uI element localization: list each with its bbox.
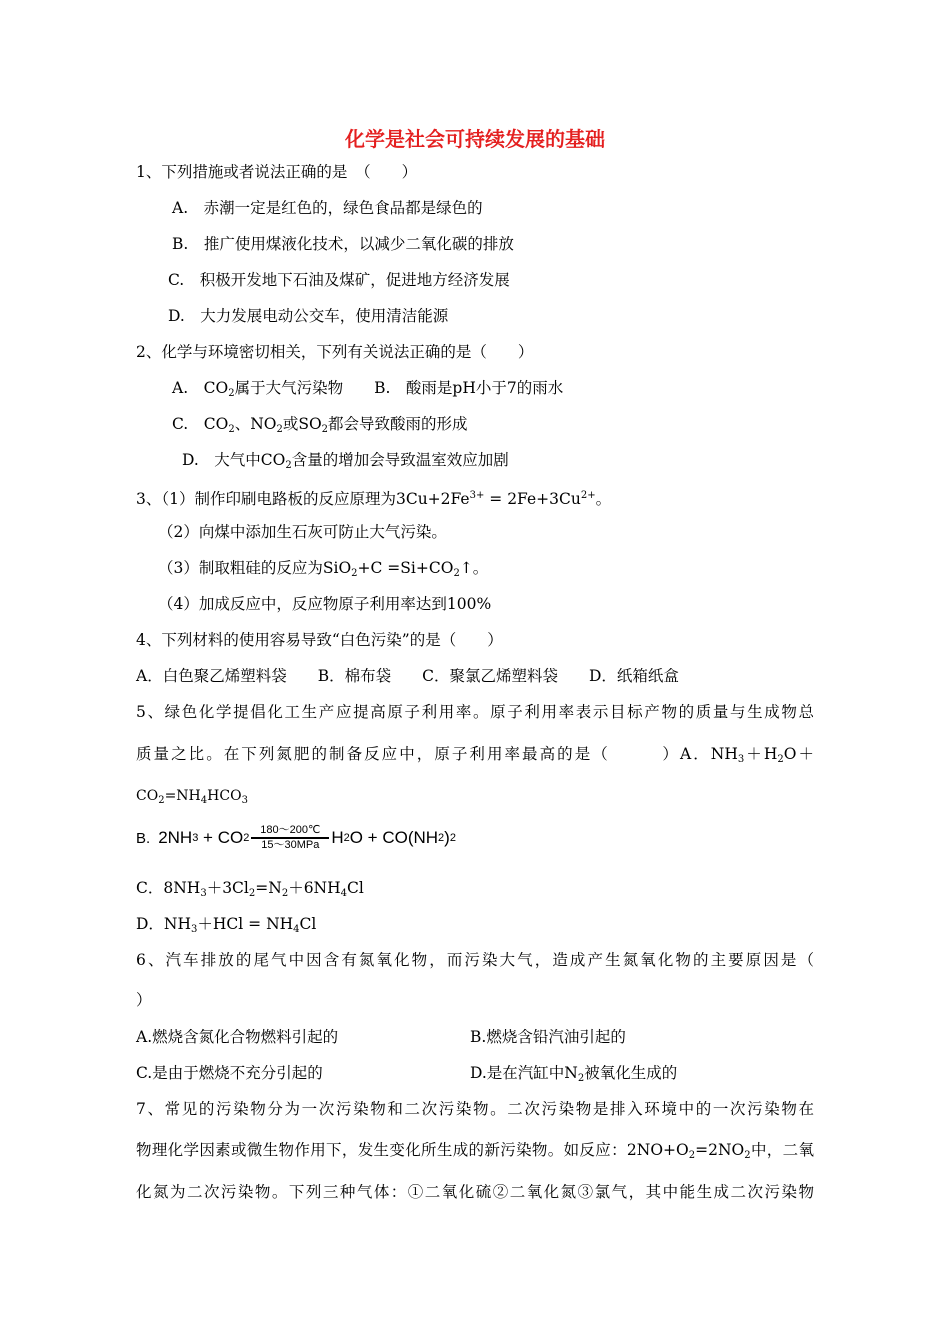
q5-option-d	[136, 914, 316, 940]
text-run: ＋6NH	[288, 879, 341, 897]
reaction-condition	[251, 824, 329, 852]
page-title: 化学是社会可持续发展的基础	[345, 127, 605, 151]
q7-stem-line-1: 7、常见的污染物分为一次污染物和二次污染物。二次污染物是排入环境中的一次污染物在	[136, 1100, 814, 1118]
text-run: 被氧化生成的	[584, 1064, 678, 1082]
q5-option-b-equation	[136, 816, 456, 860]
subscript: 4	[340, 888, 348, 899]
text-run: CO	[136, 788, 159, 804]
text-run: =N	[255, 879, 282, 897]
text-run: 含量的增加会导致温室效应加剧	[291, 451, 509, 469]
subscript: 2	[228, 388, 235, 399]
subscript: 2	[343, 832, 350, 844]
text-run: 质量之比。在下列氮肥的制备反应中，原子利用率最高的是（ ）A．NH	[136, 745, 738, 763]
subscript: 2	[158, 795, 165, 806]
text-run: Cl	[299, 915, 317, 933]
text-run: =NH	[164, 788, 201, 804]
text-run: ＋3Cl	[206, 879, 249, 897]
subscript: 3	[192, 832, 199, 844]
text-run: ＋H	[744, 745, 778, 763]
subscript: 3	[200, 888, 207, 899]
text-run: 、NO	[234, 415, 277, 433]
q6-stem-line-2: ）	[136, 991, 152, 1009]
superscript: 3+	[469, 490, 485, 501]
condition-pressure: 15～30MPa	[261, 838, 320, 851]
q4-options: A．白色聚乙烯塑料袋 B．棉布袋 C．聚氯乙烯塑料袋 D．纸箱纸盒	[136, 667, 679, 685]
q6-stem-line-1: 6、汽车排放的尾气中因含有氮氧化物，而污染大气，造成产生氮氧化物的主要原因是（	[136, 951, 814, 969]
text-run: +C =Si+CO	[357, 559, 454, 577]
q6-option-b: B.燃烧含铅汽油引起的	[470, 1028, 626, 1046]
q2-option-d	[182, 450, 509, 476]
q3-statement-4: （4）加成反应中，反应物原子利用率达到100%	[158, 595, 492, 613]
q2-option-a-b	[172, 378, 563, 404]
q2-option-c	[172, 414, 468, 440]
text-run: = 2Fe+3Cu	[484, 490, 581, 508]
q2-stem: 2、化学与环境密切相关，下列有关说法正确的是（ ）	[136, 343, 534, 361]
condition-temperature: 180～200℃	[260, 824, 321, 837]
option-label: B.	[136, 829, 151, 847]
q6-option-d	[470, 1063, 677, 1089]
text-run: A. CO	[172, 379, 229, 397]
text-run: 3、（1）制作印刷电路板的反应原理为3Cu+2Fe	[136, 490, 470, 508]
q6-option-c: C.是由于燃烧不充分引起的	[136, 1064, 323, 1082]
text-run: 或SO	[282, 415, 322, 433]
q3-statement-1	[136, 486, 611, 509]
q5-stem-line-2	[136, 744, 814, 770]
text-run: ↑。	[459, 559, 489, 577]
text-run: D．NH	[136, 915, 192, 933]
text-run: D.是在汽缸中N	[470, 1064, 578, 1082]
text-run: H	[331, 828, 344, 847]
q7-stem-line-2	[136, 1140, 814, 1166]
q5-stem-line-1: 5、绿色化学提倡化工生产应提高原子利用率。原子利用率表示目标产物的质量与生成物总	[136, 703, 814, 721]
text-run: O + CO(NH	[349, 828, 439, 847]
subscript: 4	[293, 924, 300, 935]
q4-stem: 4、下列材料的使用容易导致“白色污染”的是（ ）	[136, 631, 503, 649]
subscript: 2	[285, 460, 292, 471]
subscript: 3	[737, 754, 745, 765]
text-run: =2NO	[695, 1141, 745, 1159]
text-run: 中，二氧	[750, 1141, 814, 1159]
text-run: O＋	[783, 745, 814, 763]
subscript: 2	[744, 1150, 751, 1161]
subscript: 2	[449, 832, 456, 844]
subscript: 2	[243, 832, 250, 844]
subscript: 2	[777, 754, 784, 765]
text-run: 2NH	[158, 828, 193, 847]
q1-option-d: D. 大力发展电动公交车，使用清洁能源	[168, 307, 449, 325]
superscript: 2+	[580, 490, 596, 501]
text-run: C．8NH	[136, 879, 201, 897]
q1-option-a: A. 赤潮一定是红色的，绿色食品都是绿色的	[172, 199, 483, 217]
subscript: 2	[438, 832, 445, 844]
text-run: 都会导致酸雨的形成	[328, 415, 468, 433]
subscript: 2	[248, 888, 256, 899]
text-run: （3）制取粗硅的反应为SiO	[158, 559, 352, 577]
subscript: 3	[191, 924, 198, 935]
text-run: 属于大气污染物 B. 酸雨是pH小于7的雨水	[234, 379, 564, 397]
q1-option-b: B. 推广使用煤液化技术，以减少二氧化碳的排放	[172, 235, 514, 253]
subscript: 2	[351, 568, 358, 579]
text-run: Cl	[347, 879, 364, 897]
subscript: 2	[228, 424, 235, 435]
q1-option-c: C. 积极开发地下石油及煤矿，促进地方经济发展	[168, 271, 510, 289]
text-run: ＋HCl = NH	[197, 915, 294, 933]
subscript: 2	[453, 568, 460, 579]
text-run: C. CO	[172, 415, 229, 433]
q5-option-a-continued	[136, 786, 248, 811]
text-run: 。	[595, 490, 612, 508]
q6-option-a: A.燃烧含氮化合物燃料引起的	[136, 1028, 339, 1046]
subscript: 4	[200, 795, 208, 806]
text-run: D. 大气中CO	[182, 451, 286, 469]
subscript: 3	[241, 795, 248, 806]
text-run: )	[444, 828, 450, 847]
q3-statement-2: （2）向煤中添加生石灰可防止大气污染。	[158, 523, 447, 541]
q3-statement-3	[158, 558, 488, 584]
q1-stem: 1、下列措施或者说法正确的是 （ ）	[136, 163, 418, 181]
text-run: 物理化学因素或微生物作用下，发生变化所生成的新污染物。如反应：2NO+O	[136, 1141, 689, 1159]
q5-option-c	[136, 878, 364, 904]
subscript: 2	[321, 424, 329, 435]
subscript: 2	[276, 424, 283, 435]
subscript: 2	[577, 1073, 585, 1084]
text-run: + CO	[198, 828, 244, 847]
q7-stem-line-3: 化氮为二次污染物。下列三种气体：①二氧化硫②二氧化氮③氯气，其中能生成二次污染物	[136, 1183, 814, 1201]
subscript: 2	[688, 1150, 696, 1161]
subscript: 2	[281, 888, 289, 899]
text-run: HCO	[207, 788, 242, 804]
